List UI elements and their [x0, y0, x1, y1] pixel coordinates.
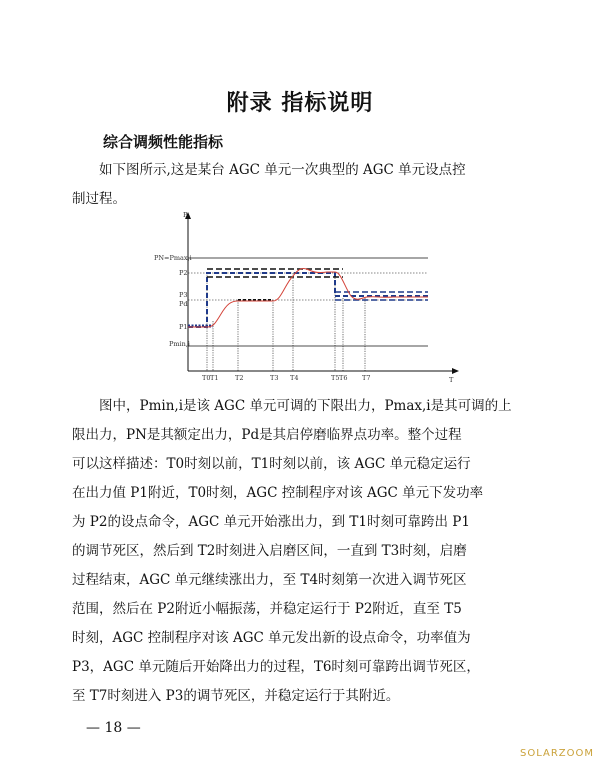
page-number: — 18 —	[86, 720, 141, 736]
time-markers	[207, 273, 365, 371]
section-heading: 综合调频性能指标	[103, 133, 224, 151]
x-axis-label: T	[449, 376, 454, 384]
watermark-logo: SOLARZOOM	[520, 748, 595, 759]
t2-label: T2	[235, 374, 244, 382]
p2-label: P2	[179, 269, 188, 277]
text-line: 可以这样描述：T0时刻以前，T1时刻以前，该 AGC 单元稳定运行	[72, 456, 471, 472]
text-line: 为 P2的设点命令，AGC 单元开始涨出力，到 T1时刻可靠跨出 P1	[72, 514, 470, 530]
text-line: 如下图所示,这是某台 AGC 单元一次典型的 AGC 单元设点控	[99, 162, 466, 178]
text-line: 在出力值 P1附近，T0时刻，AGC 控制程序对该 AGC 单元下发功率	[72, 485, 484, 501]
text-line: 至 T7时刻进入 P3的调节死区，并稳定运行于其附近。	[72, 688, 400, 704]
p3-label: P3	[179, 291, 188, 299]
text-line: 制过程。	[72, 191, 126, 207]
t7-label: T7	[362, 374, 371, 382]
x-axis-arrow-icon	[452, 368, 459, 374]
agc-setpoint-diagram	[143, 206, 463, 384]
text-line: P3，AGC 单元随后开始降出力的过程，T6时刻可靠跨出调节死区，	[72, 659, 480, 675]
text-line: 范围，然后在 P2附近小幅振荡，并稳定运行于 P2附近，直至 T5	[72, 601, 462, 617]
text-line: 图中，Pmin,i是该 AGC 单元可调的下限出力，Pmax,i是其可调的上	[99, 398, 512, 414]
t3-label: T3	[270, 374, 279, 382]
page-title: 附录 指标说明	[226, 91, 374, 116]
text-line: 的调节死区，然后到 T2时刻进入启磨区间，一直到 T3时刻，启磨	[72, 543, 467, 559]
t4-label: T4	[290, 374, 299, 382]
p1-label: P1	[179, 323, 188, 331]
y-axis-label: P	[183, 211, 188, 219]
t1-label: T1	[210, 374, 219, 382]
t5-label: T5	[331, 374, 340, 382]
t0-label: T0	[202, 374, 211, 382]
text-line: 限出力，PN是其额定出力，Pd是其启停磨临界点功率。整个过程	[72, 427, 462, 443]
text-line: 时刻，AGC 控制程序对该 AGC 单元发出新的设点命令，功率值为	[72, 630, 471, 646]
text-line: 过程结束，AGC 单元继续涨出力，至 T4时刻第一次进入调节死区	[72, 572, 467, 588]
pmin-label: Pmin,i	[169, 340, 190, 348]
pn-label: PN=Pmax,i	[154, 254, 192, 262]
description-paragraph	[72, 392, 510, 711]
t6-label: T6	[339, 374, 348, 382]
pd-label: Pd	[179, 300, 188, 308]
